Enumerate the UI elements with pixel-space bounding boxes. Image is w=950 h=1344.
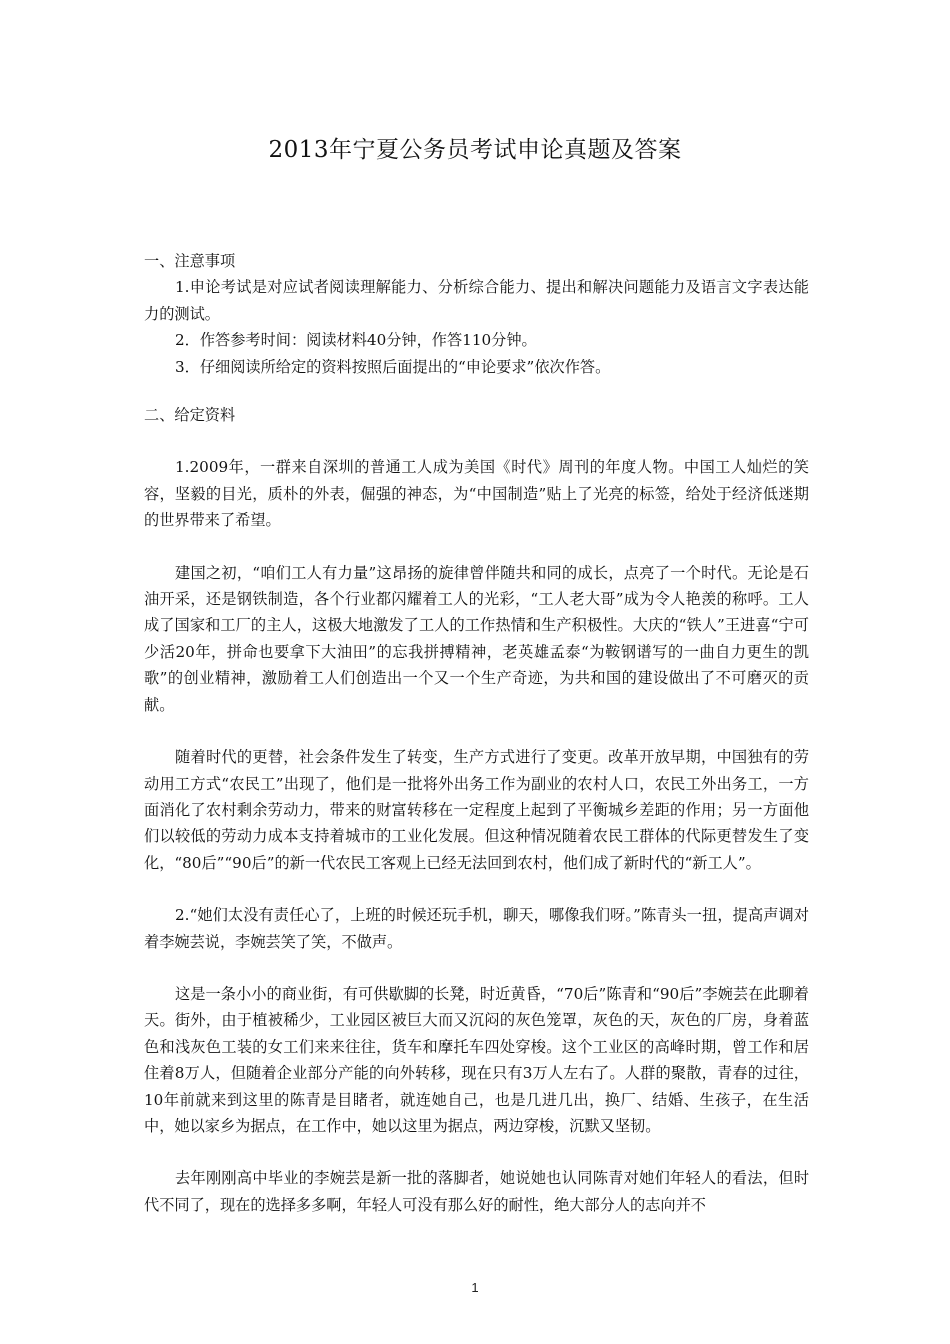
spacer — [144, 534, 809, 560]
spacer — [144, 718, 809, 744]
material-paragraph: 随着时代的更替，社会条件发生了转变，生产方式进行了变更。改革开放早期，中国独有的劳动用工方式“农民工”出现了，他们是一批将外出务工作为副业的农村人口，农民工外出务工，一方面消化了农村剩余劳动力，带来的财富转移在一定程度上起到了平衡城乡差距的作用；另一方面他们以较低的劳动力成本支持着城市的工业化发展。但这种情况随着农民工群体的代际更替发生了变化，“80后”“90后”的新一代农民工客观上已经无法回到农村，他们成了新时代的“新工人”。 — [144, 748, 809, 872]
material-paragraph: 建国之初，“咱们工人有力量”这昂扬的旋律曾伴随共和同的成长，点亮了一个时代。无论是石油开采，还是钢铁制造，各个行业都闪耀着工人的光彩，“工人老大哥”成为令人艳羡的称呼。工人成了国家和工厂的主人，这极大地激发了工人的工作热情和生产积极性。大庆的“铁人”王进喜“宁可少活20年，拼命也要拿下大油田”的忘我拼搏精神，老英雄孟泰“为鞍钢谱写的一曲自力更生的凯歌”的创业精神，激励着工人们创造出一个又一个生产奇迹，为共和国的建设做出了不可磨灭的贡献。 — [144, 563, 809, 714]
spacer — [144, 955, 809, 981]
document-title: 2013年宁夏公务员考试申论真题及答案 — [268, 137, 682, 163]
notes-item-3: 3．仔细阅读所给定的资料按照后面提出的“申论要求”依次作答。 — [175, 357, 611, 376]
section-heading-notes: 一、注意事项 — [144, 252, 236, 270]
document-body — [144, 248, 809, 1218]
notes-item-2: 2．作答参考时间：阅读材料40分钟，作答110分钟。 — [175, 331, 537, 350]
material-paragraph: 这是一条小小的商业街，有可供歇脚的长凳，时近黄昏，“70后”陈青和“90后”李婉芸在此聊着天。街外，由于植被稀少，工业园区被巨大而又沉闷的灰色笼罩，灰色的天，灰色的厂房，身着蓝色和浅灰色工装的女工们来来往往，货车和摩托车四处穿梭。这个工业区的高峰时期，曾工作和居住着8万人，但随着企业部分产能的向外转移，现在只有3万人左右了。人群的聚散，青春的过往，10年前就来到这里的陈青是目睹者，就连她自己，也是几进几出，换厂、结婚、生孩子，在生活中，她以家乡为据点，在工作中，她以这里为据点，两边穿梭，沉默又坚韧。 — [144, 984, 809, 1135]
notes-item-1: 1.申论考试是对应试者阅读理解能力、分析综合能力、提出和解决问题能力及语言文字表达能力的测试。 — [144, 278, 809, 323]
spacer — [144, 876, 809, 902]
spacer — [144, 428, 809, 454]
material-paragraph: 1.2009年，一群来自深圳的普通工人成为美国《时代》周刊的年度人物。中国工人灿烂的笑容，坚毅的目光，质朴的外表，倔强的神态，为“中国制造”贴上了光亮的标签，给处于经济低迷期的世界带来了希望。 — [144, 458, 809, 530]
material-paragraph: 去年刚刚高中毕业的李婉芸是新一批的落脚者，她说她也认同陈青对她们年轻人的看法，但时代不同了，现在的选择多多啊，年轻人可没有那么好的耐性，绝大部分人的志向并不 — [144, 1169, 809, 1214]
material-paragraph: 2.“她们太没有责任心了，上班的时候还玩手机，聊天，哪像我们呀。”陈青头一扭，提高声调对着李婉芸说，李婉芸笑了笑，不做声。 — [144, 906, 809, 951]
page-number: 1 — [471, 1280, 479, 1295]
spacer — [144, 1139, 809, 1165]
spacer — [144, 380, 809, 402]
section-heading-materials: 二、给定资料 — [144, 406, 236, 425]
